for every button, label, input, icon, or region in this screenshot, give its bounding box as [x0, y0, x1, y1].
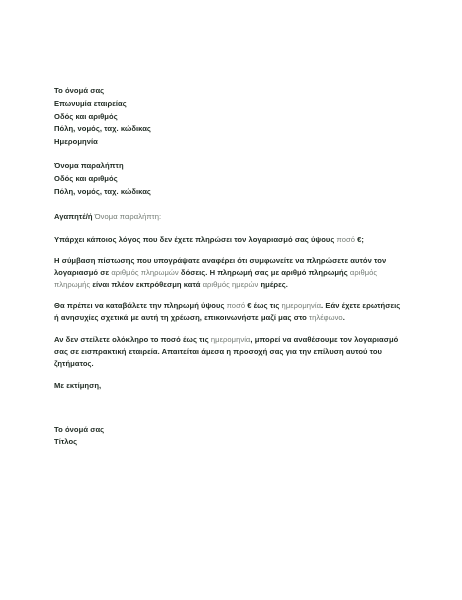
- p1-end: €;: [354, 235, 364, 244]
- p2-text-c: δόσεις. Η πληρωμή σας με αριθμό πληρωμής: [178, 268, 350, 277]
- p3-text-e: . Εάν έχετε ερωτήσεις: [321, 301, 401, 310]
- p3-text-c: € έως τις: [245, 301, 282, 310]
- phone-placeholder: τηλέφωνο: [309, 313, 343, 322]
- payments-count-placeholder: αριθμός πληρωμών: [111, 268, 179, 277]
- closing: Με εκτίμηση,: [54, 381, 102, 390]
- payment-number-placeholder-b: πληρωμής: [54, 280, 91, 289]
- p2-text-e: είναι πλέον εκπρόθεσμη κατά: [90, 280, 203, 289]
- paragraph-2-line-2: [54, 268, 377, 278]
- p3-text-f: ή ανησυχίες σχετικά με αυτή τη χρέωση, επικοινωνήστε μαζί μας στο: [54, 313, 310, 322]
- recipient-street: Οδός και αριθμός: [54, 174, 118, 183]
- paragraph-3-line-1: [54, 301, 400, 311]
- sender-name: Το όνομά σας: [54, 86, 105, 95]
- p2-text-a: λογαριασμό σε: [54, 268, 112, 277]
- sender-date: Ημερομηνία: [54, 137, 98, 146]
- recipient-name: Όνομα παραλήπτη: [54, 161, 124, 170]
- paragraph-4-line-1: [54, 335, 398, 345]
- paragraph-3-line-2: [54, 313, 345, 323]
- sender-city: Πόλη, νομός, ταχ. κώδικας: [54, 124, 151, 133]
- sender-street: Οδός και αριθμός: [54, 112, 118, 121]
- amount-placeholder: ποσό: [336, 235, 355, 244]
- p4-text-a: Αν δεν στείλετε ολόκληρο το ποσό έως τις: [54, 335, 211, 344]
- salutation: [54, 212, 161, 222]
- sender-company: Επωνυμία εταιρείας: [54, 99, 127, 108]
- recipient-city: Πόλη, νομός, ταχ. κώδικας: [54, 187, 151, 196]
- date-placeholder: ημερομηνία: [281, 301, 322, 310]
- days-count-placeholder: αριθμός ημερών: [202, 280, 259, 289]
- signature-title: Τίτλος: [54, 437, 78, 446]
- amount-placeholder-2: ποσό: [226, 301, 246, 310]
- payment-number-placeholder-a: αριθμός: [349, 268, 378, 277]
- salutation-recipient-placeholder: Όνομα παραλήπτη: [94, 212, 159, 221]
- date-placeholder-2: ημερομηνία: [210, 335, 251, 344]
- paragraph-2-line-3: [54, 280, 288, 290]
- paragraph-1: [54, 235, 364, 245]
- paragraph-4-line-2: σας σε εισπρακτική εταιρεία. Απαιτείται άμεσα η προσοχή σας για την επίλυση αυτού του: [54, 347, 383, 356]
- paragraph-2-line-1: Η σύμβαση πίστωσης που υπογράψατε αναφέρει ότι συμφωνείτε να πληρώσετε αυτόν τον: [54, 256, 387, 265]
- p3-text-h: .: [342, 313, 345, 322]
- paragraph-4-line-3: ζητήματος.: [54, 359, 94, 368]
- p1-text: Υπάρχει κάποιος λόγος που δεν έχετε πληρώσει τον λογαριασμό σας ύψους: [54, 235, 337, 244]
- salutation-prefix: Αγαπητέ/ή: [54, 212, 95, 221]
- p2-text-g: ημέρες.: [258, 280, 288, 289]
- p4-text-c: , μπορεί να αναθέσουμε τον λογαριασμό: [250, 335, 399, 344]
- signature-name: Το όνομά σας: [54, 425, 105, 434]
- salutation-suffix: :: [158, 212, 162, 221]
- p3-text-a: Θα πρέπει να καταβάλετε την πληρωμή ύψους: [54, 301, 227, 310]
